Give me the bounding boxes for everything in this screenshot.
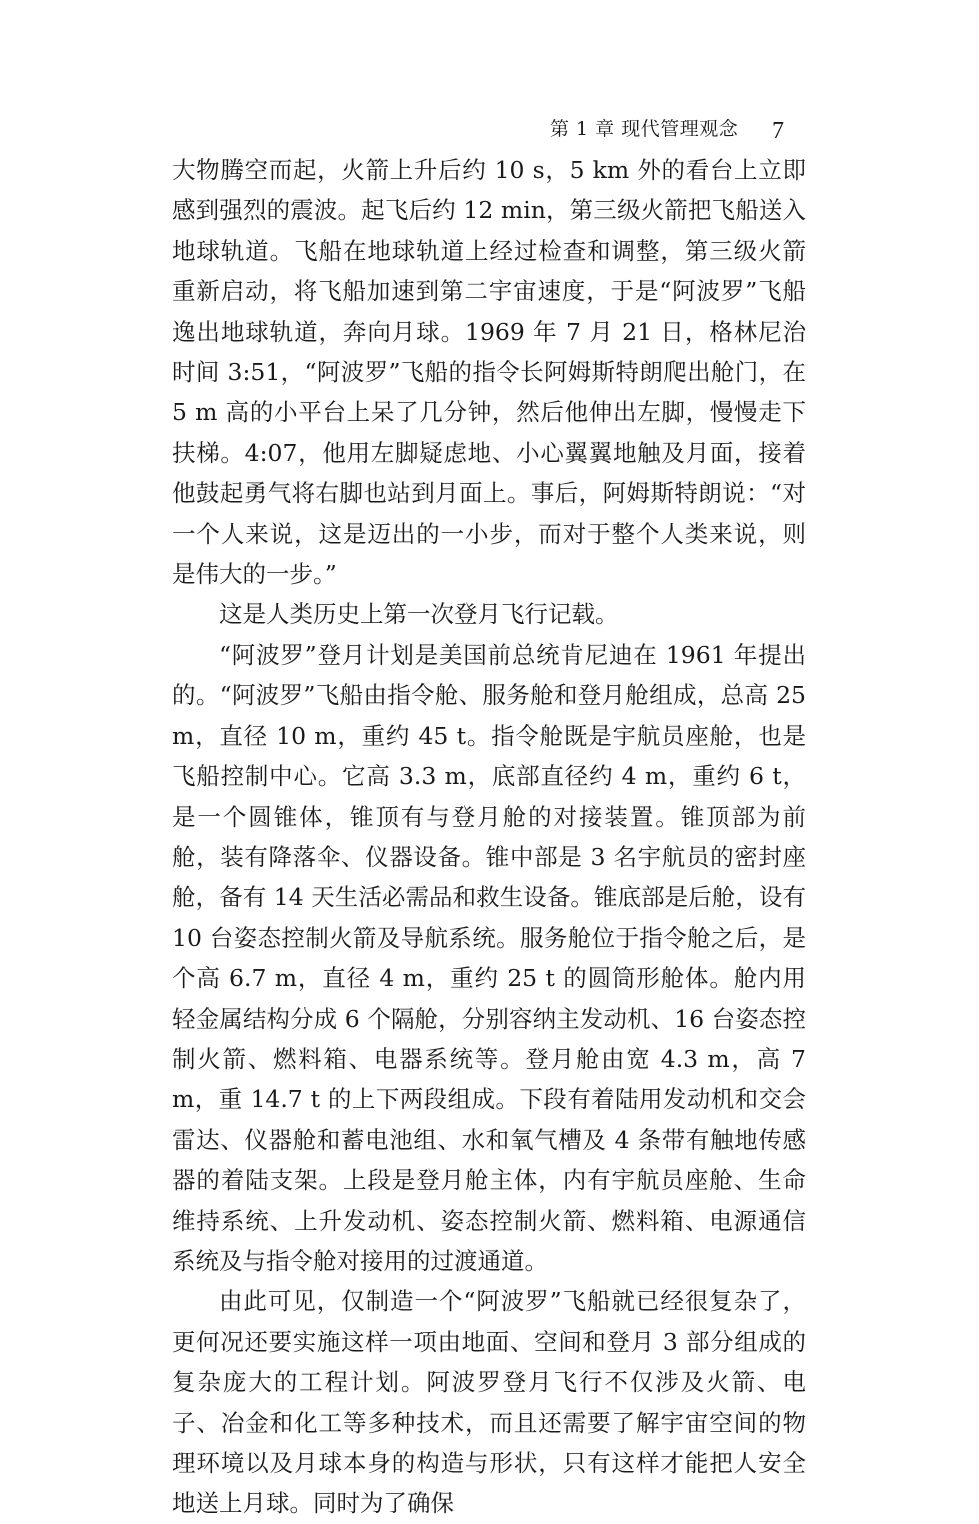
- chapter-title: 第 1 章 现代管理观念: [550, 118, 739, 140]
- page-number: 7: [772, 118, 784, 144]
- paragraph: “阿波罗”登月计划是美国前总统肯尼迪在 1961 年提出的。“阿波罗”飞船由指令舱、服务舱和登月舱组成，总高 25 m，直径 10 m，重约 45 t。指令舱既是宇航员座舱，也是飞船控制中心。它高 3.3 m，底部直径约 4 m，重约 6 t，是一个圆锥体，锥顶有与登月舱的对接装置。锥顶部为前舱，装有降落伞、仪器设备。锥中部是 3 名宇航员的密封座舱，备有 14 天生活必需品和救生设备。锥底部是后舱，设有 10 台姿态控制火箭及导航系统。服务舱位于指令舱之后，是个高 6.7 m，直径 4 m，重约 25 t 的圆筒形舱体。舱内用轻金属结构分成 6 个隔舱，分别容纳主发动机、16 台姿态控制火箭、燃料箱、电器系统等。登月舱由宽 4.3 m，高 7 m，重 14.7 t 的上下两段组成。下段有着陆用发动机和交会雷达、仪器舱和蓄电池组、水和氧气槽及 4 条带有触地传感器的着陆支架。上段是登月舱主体，内有宇航员座舱、生命维持系统、上升发动机、姿态控制火箭、燃料箱、电源通信系统及与指令舱对接用的过渡通道。: [172, 640, 806, 1275]
- paragraph-continued: 大物腾空而起，火箭上升后约 10 s，5 km 外的看台上立即感到强烈的震波。起飞后约 12 min，第三级火箭把飞船送入地球轨道。飞船在地球轨道上经过检查和调整，第三级火箭重新启动，将飞船加速到第二宇宙速度，于是“阿波罗”飞船逸出地球轨道，奔向月球。1969 年 7 月 21 日，格林尼治时间 3:51，“阿波罗”飞船的指令长阿姆斯特朗爬出舱门，在 5 m 高的小平台上呆了几分钟，然后他伸出左脚，慢慢走下扶梯。4:07，他用左脚疑虑地、小心翼翼地触及月面，接着他鼓起勇气将右脚也站到月面上。事后，阿姆斯特朗说：“对一个人来说，这是迈出的一小步，而对于整个人类来说，则是伟大的一步。”: [172, 156, 806, 589]
- paragraph: 由此可见，仅制造一个“阿波罗”飞船就已经很复杂了，更何况还要实施这样一项由地面、空间和登月 3 部分组成的复杂庞大的工程计划。阿波罗登月飞行不仅涉及火箭、电子、冶金和化工等多种技术，而且还需要了解宇宙空间的物理环境以及月球本身的构造与形状，只有这样才能把人安全地送上月球。同时为了确保: [172, 1287, 806, 1518]
- paragraph: 这是人类历史上第一次登月飞行记载。: [219, 600, 619, 629]
- running-header: [500, 108, 800, 148]
- body-text: [172, 150, 806, 1524]
